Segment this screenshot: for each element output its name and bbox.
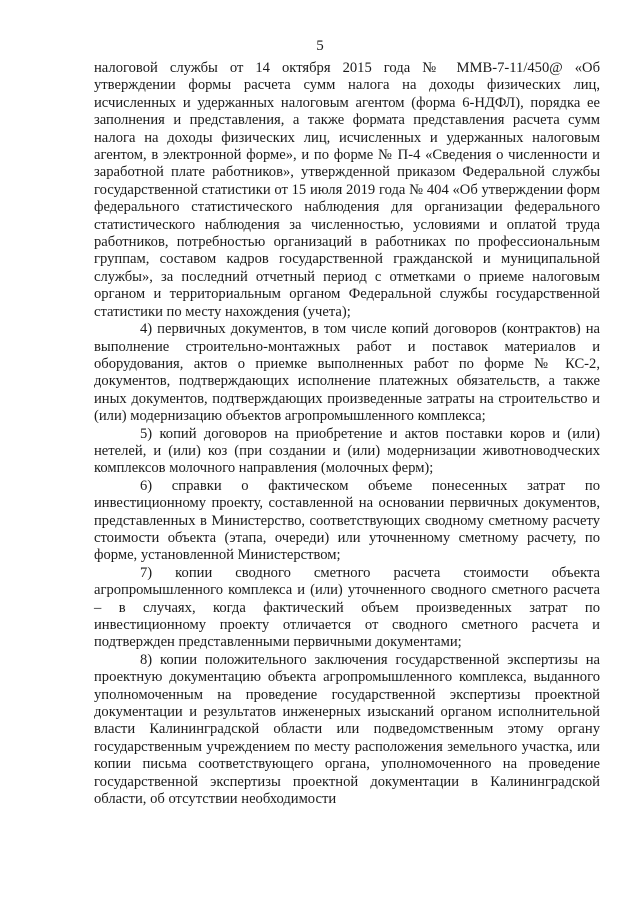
paragraph-item-6: 6) справки о фактическом объеме понесенных затрат по инвестиционному проекту, составленной на основании первичных документов, представленных в Министерство, соответствующих сводному сметному расчету стоимости объекта (этапа, очереди) или уточненному сметному расчету, по форме, установленной Министерством;: [94, 477, 600, 564]
paragraph-continuation: налоговой службы от 14 октября 2015 года № ММВ-7-11/450@ «Об утверждении формы расчета сумм налога на доходы физических лиц, исчисленных и удержанных налоговым агентом (форма 6-НДФЛ), порядка ее заполнения и представления, а также формата представления расчета сумм налога на доходы физических лиц, исчисленных и удержанных налоговым агентом, в электронной форме», и по форме № П-4 «Сведения о численности и заработной плате работников», утвержденной приказом Федеральной службы государственной статистики от 15 июля 2019 года № 404 «Об утверждении форм федерального статистического наблюдения для организации федерального статистического наблюдения за численностью, условиями и оплатой труда работников, потребностью организаций в работниках по профессиональным группам, составом кадров государственной гражданской и муниципальной службы», за последний отчетный период с отметками о приеме налоговым органом и территориальным органом Федеральной службы государственной статистики по месту нахождения (учета);: [94, 60, 600, 320]
paragraph-item-7: 7) копии сводного сметного расчета стоимости объекта агропромышленного комплекса и (или) уточненного сводного сметного расчета – в случаях, когда фактический объем произведенных затрат по инвестиционному проекту отличается от сводного сметного расчета и подтвержден представленными первичными документами;: [94, 564, 600, 651]
page-number: 5: [316, 38, 324, 54]
paragraph-item-5: 5) копий договоров на приобретение и актов поставки коров и (или) нетелей, и (или) коз (при создании и (или) модернизации животноводческих комплексов молочного направления (молочных ферм);: [94, 425, 600, 477]
paragraph-item-8: 8) копии положительного заключения государственной экспертизы на проектную документацию объекта агропромышленного комплекса, выданного уполномоченным на проведение государственной экспертизы проектной документации и результатов инженерных изысканий органом исполнительной власти Калининградской области или подведомственным этому органу государственным учреждением по месту расположения земельного участка, или копии письма соответствующего органа, уполномоченного на проведение государственной экспертизы проектной документации в Калининградской области, об отсутствии необходимости: [94, 651, 600, 808]
document-body: [94, 60, 600, 808]
paragraph-item-4: 4) первичных документов, в том числе копий договоров (контрактов) на выполнение строительно-монтажных работ и поставок материалов и оборудования, актов о приемке выполненных работ по форме № КС-2, документов, подтверждающих исполнение платежных обязательств, а также иных документов, подтверждающих произведенные затраты на строительство и (или) модернизацию объектов агропромышленного комплекса;: [94, 321, 600, 425]
